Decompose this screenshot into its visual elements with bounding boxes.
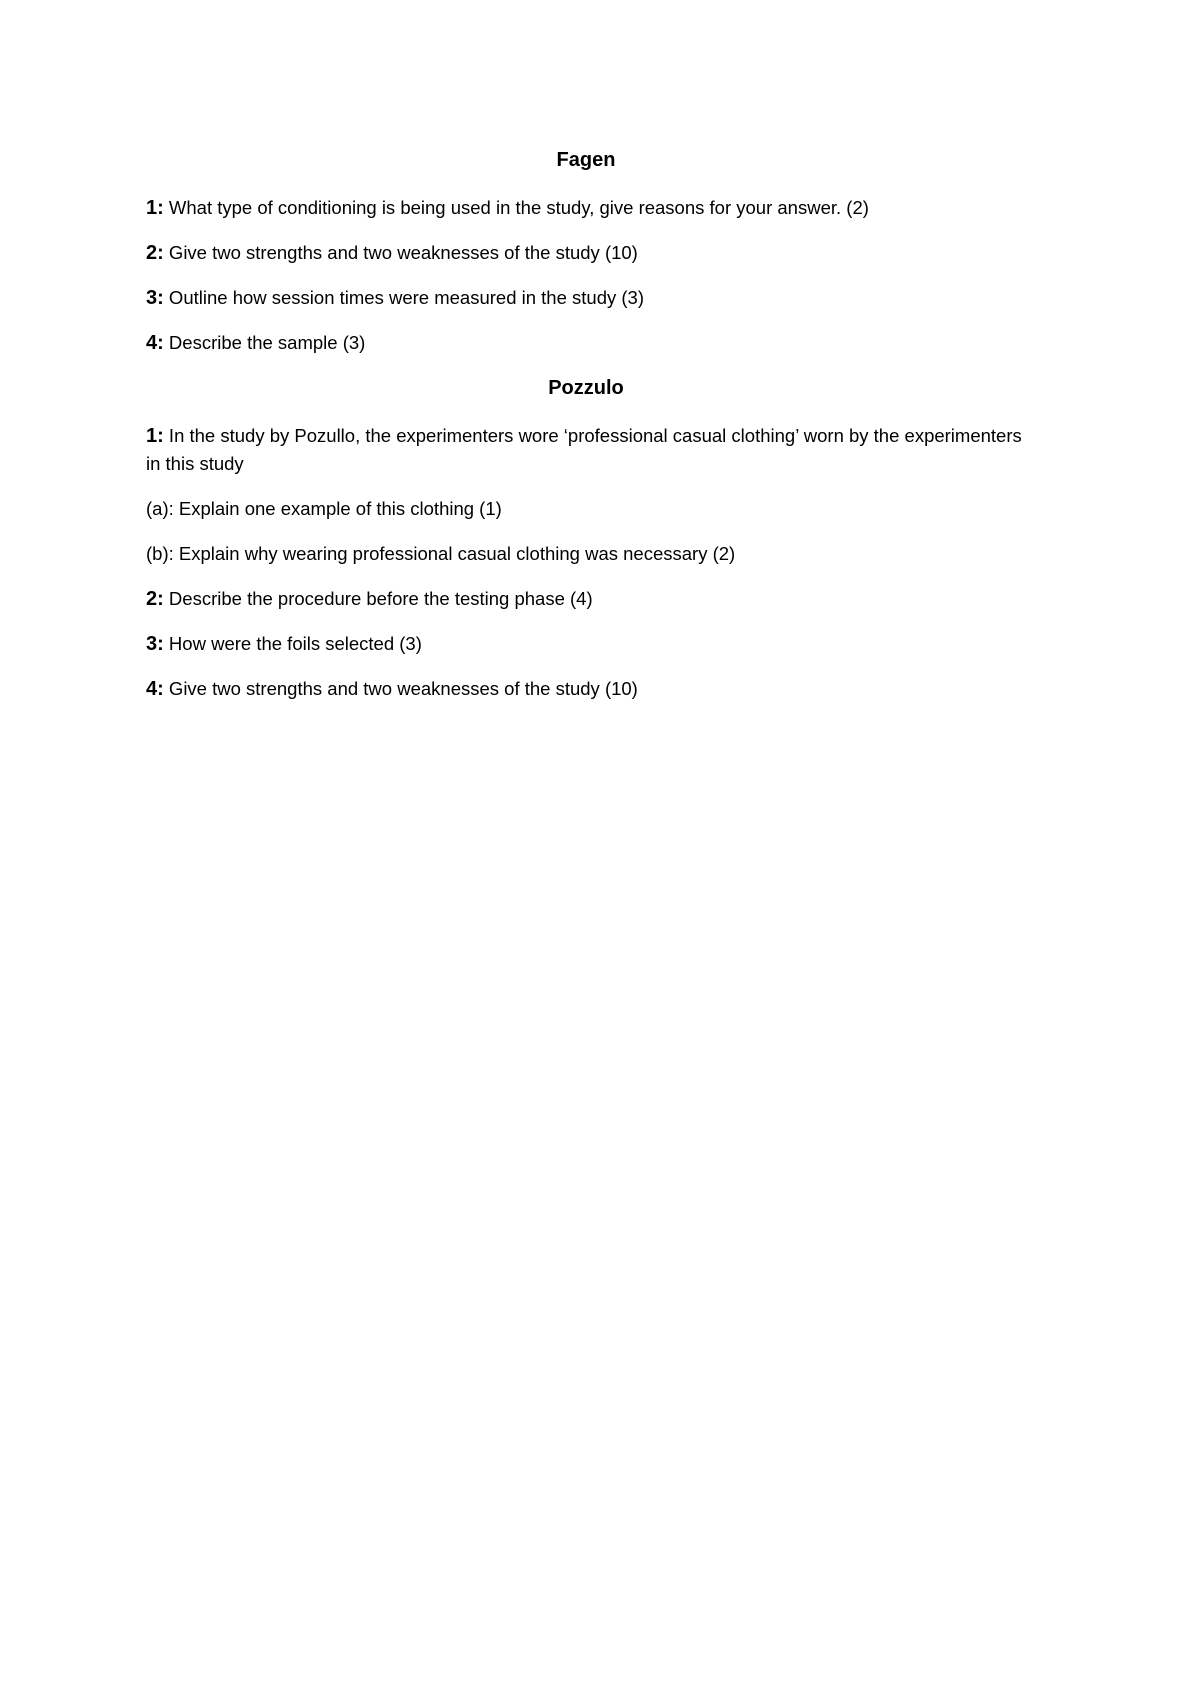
question-text: Outline how session times were measured in the study (3) [163,287,644,308]
pozzulo-question-1b [146,540,1026,568]
question-text: (b): Explain why wearing professional casual clothing was necessary (2) [146,543,736,564]
pozzulo-question-3 [146,630,1026,658]
question-number: 1: [146,197,164,219]
question-text: (a): Explain one example of this clothing (1) [146,498,502,519]
section-title-pozzulo: Pozzulo [548,377,624,399]
pozzulo-question-4 [146,675,1026,703]
pozzulo-question-1a [146,495,1026,523]
question-text: Describe the sample (3) [163,332,366,353]
question-number: 2: [146,242,164,264]
question-text: What type of conditioning is being used in the study, give reasons for your answer. (2) [163,197,869,218]
section-title-fagen: Fagen [556,149,616,171]
question-text: Give two strengths and two weaknesses of the study (10) [163,678,638,699]
question-number: 1: [146,425,164,447]
question-number: 2: [146,588,164,610]
question-number: 4: [146,332,164,354]
question-text: Describe the procedure before the testing phase (4) [163,588,593,609]
question-text: Give two strengths and two weaknesses of the study (10) [163,242,638,263]
question-number: 3: [146,633,164,655]
question-number: 3: [146,287,164,309]
document-content [146,146,1026,720]
pozzulo-question-2 [146,585,1026,613]
question-number: 4: [146,678,164,700]
question-text: In the study by Pozullo, the experimenters wore ‘professional casual clothing’ worn by the experimenters in this study [146,425,1022,474]
pozzulo-question-1 [146,422,1026,478]
fagen-question-2 [146,239,1026,267]
fagen-question-3 [146,284,1026,312]
fagen-question-4 [146,329,1026,357]
question-text: How were the foils selected (3) [163,633,422,654]
fagen-question-1 [146,194,1026,222]
